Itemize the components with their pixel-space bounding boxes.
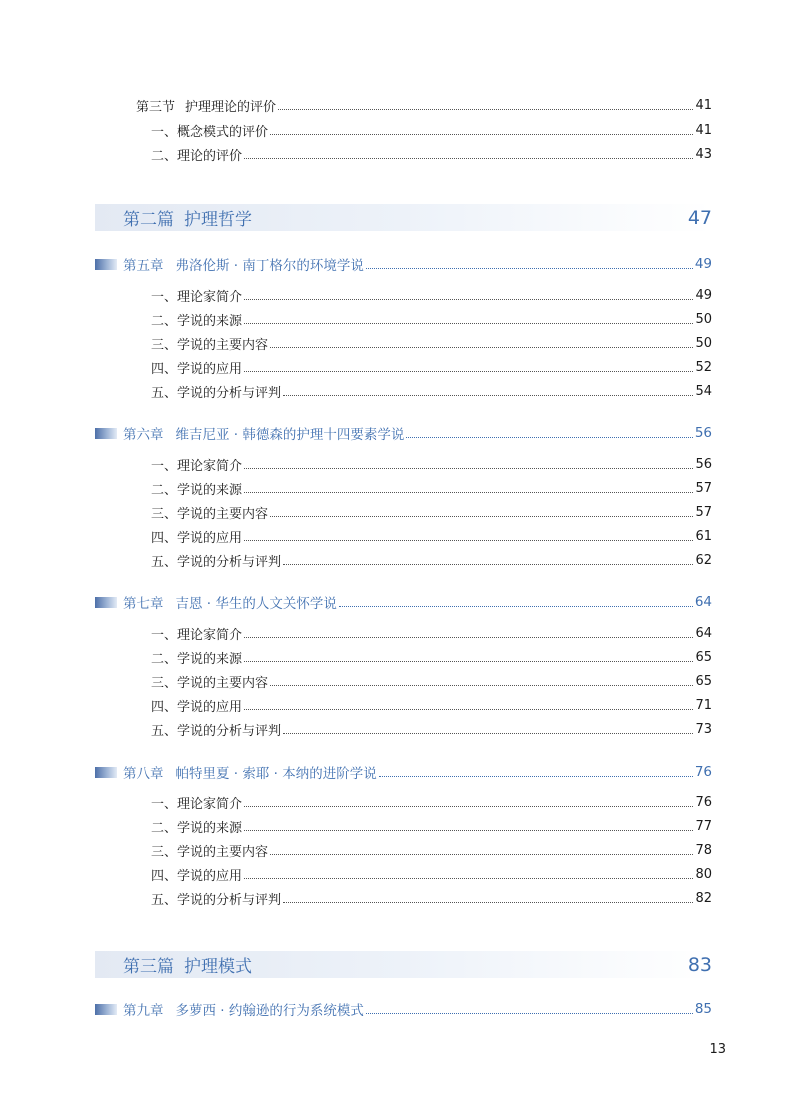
dot-leader <box>406 437 692 438</box>
toc-page-number: 65 <box>695 673 712 689</box>
toc-chapter-row[interactable] <box>0 253 800 275</box>
toc-item-label: 四、学说的应用 <box>151 361 243 377</box>
toc-item-row[interactable] <box>0 356 800 378</box>
dot-leader <box>244 492 693 493</box>
toc-item-label: 五、学说的分析与评判 <box>151 385 282 401</box>
chapter-marker-bar <box>95 597 117 608</box>
dot-leader <box>366 268 693 269</box>
toc-item-row[interactable] <box>0 332 800 354</box>
toc-page-number: 49 <box>695 287 712 303</box>
toc-chapter-label: 第七章 吉恩 · 华生的人文关怀学说 <box>123 596 337 612</box>
chapter-marker-bar <box>95 767 117 778</box>
dot-leader <box>283 564 693 565</box>
toc-item-row[interactable] <box>0 622 800 644</box>
dot-leader <box>379 776 693 777</box>
toc-page-number: 57 <box>695 480 712 496</box>
toc-item-row[interactable] <box>0 525 800 547</box>
dot-leader <box>244 806 693 807</box>
dot-leader <box>270 516 693 517</box>
toc-page-number: 52 <box>695 359 712 375</box>
toc-item-label: 一、理论家简介 <box>151 796 243 812</box>
toc-item-label: 三、学说的主要内容 <box>151 844 269 860</box>
toc-item-label: 五、学说的分析与评判 <box>151 554 282 570</box>
toc-chapter-label: 第六章 维吉尼亚 · 韩德森的护理十四要素学说 <box>123 427 405 443</box>
toc-item-label: 三、学说的主要内容 <box>151 506 269 522</box>
dot-leader <box>244 158 693 159</box>
toc-page-number: 41 <box>695 122 712 138</box>
toc-page-number: 56 <box>695 456 712 472</box>
toc-item-row[interactable] <box>0 718 800 740</box>
toc-chapter-label: 第九章 多萝西 · 约翰逊的行为系统模式 <box>123 1003 364 1019</box>
toc-item-row[interactable] <box>0 887 800 909</box>
toc-item-row[interactable] <box>0 791 800 813</box>
toc-section-label: 第三节 护理理论的评价 <box>136 99 277 115</box>
dot-leader <box>270 685 693 686</box>
toc-chapter-row[interactable] <box>0 761 800 783</box>
part-banner[interactable] <box>95 951 712 978</box>
toc-item-row[interactable] <box>0 863 800 885</box>
toc-page-number: 80 <box>695 866 712 882</box>
chapter-marker-bar <box>95 1004 117 1015</box>
toc-page-number: 65 <box>695 649 712 665</box>
toc-item-row[interactable] <box>0 453 800 475</box>
dot-leader <box>366 1013 693 1014</box>
dot-leader <box>270 854 693 855</box>
toc-page-number: 76 <box>694 764 712 780</box>
toc-page-number: 41 <box>695 97 712 113</box>
toc-item-label: 三、学说的主要内容 <box>151 675 269 691</box>
dot-leader <box>283 902 693 903</box>
dot-leader <box>244 830 693 831</box>
toc-item-label: 三、学说的主要内容 <box>151 337 269 353</box>
toc-chapter-row[interactable] <box>0 998 800 1020</box>
toc-chapter-label: 第八章 帕特里夏 · 索耶 · 本纳的进阶学说 <box>123 766 377 782</box>
dot-leader <box>270 347 693 348</box>
dot-leader <box>244 323 693 324</box>
toc-item-row[interactable] <box>0 308 800 330</box>
toc-item-label: 二、理论的评价 <box>151 148 243 164</box>
toc-page-number: 82 <box>695 890 712 906</box>
toc-item-label: 五、学说的分析与评判 <box>151 723 282 739</box>
toc-chapter-row[interactable] <box>0 422 800 444</box>
dot-leader <box>244 661 693 662</box>
toc-item-label: 二、学说的来源 <box>151 820 243 836</box>
toc-chapter-row[interactable] <box>0 591 800 613</box>
dot-leader <box>244 371 693 372</box>
toc-page-number: 77 <box>695 818 712 834</box>
toc-page-number: 61 <box>695 528 712 544</box>
part-banner[interactable] <box>95 204 712 231</box>
toc-page-number: 76 <box>695 794 712 810</box>
dot-leader <box>244 299 693 300</box>
toc-item-row[interactable] <box>0 501 800 523</box>
toc-item-label: 二、学说的来源 <box>151 482 243 498</box>
toc-item-row[interactable] <box>0 815 800 837</box>
toc-item-row[interactable] <box>0 549 800 571</box>
toc-item-row[interactable] <box>0 646 800 668</box>
toc-item-label: 二、学说的来源 <box>151 313 243 329</box>
toc-page-number: 54 <box>695 383 712 399</box>
dot-leader <box>244 540 693 541</box>
toc-chapter-label: 第五章 弗洛伦斯 · 南丁格尔的环境学说 <box>123 258 364 274</box>
part-page-number: 47 <box>687 206 712 229</box>
toc-item-row[interactable] <box>0 119 800 141</box>
toc-page-number: 56 <box>694 425 712 441</box>
toc-item-label: 四、学说的应用 <box>151 699 243 715</box>
chapter-marker-bar <box>95 428 117 439</box>
dot-leader <box>244 637 693 638</box>
toc-item-label: 二、学说的来源 <box>151 651 243 667</box>
toc-item-row[interactable] <box>0 839 800 861</box>
dot-leader <box>244 878 693 879</box>
toc-page-number: 62 <box>695 552 712 568</box>
part-title: 第三篇 护理模式 <box>123 957 252 977</box>
dot-leader <box>339 606 693 607</box>
toc-item-label: 四、学说的应用 <box>151 868 243 884</box>
toc-item-row[interactable] <box>0 143 800 165</box>
dot-leader <box>244 709 693 710</box>
toc-page-number: 57 <box>695 504 712 520</box>
dot-leader <box>283 733 693 734</box>
toc-page-number: 78 <box>695 842 712 858</box>
dot-leader <box>278 109 693 110</box>
toc-item-row[interactable] <box>0 670 800 692</box>
chapter-marker-bar <box>95 259 117 270</box>
part-title: 第二篇 护理哲学 <box>123 210 252 230</box>
dot-leader <box>283 395 693 396</box>
toc-section-row[interactable] <box>0 94 800 116</box>
toc-page-number: 73 <box>695 721 712 737</box>
toc-page-number: 64 <box>694 594 712 610</box>
toc-page-number: 49 <box>694 256 712 272</box>
toc-item-label: 四、学说的应用 <box>151 530 243 546</box>
toc-item-row[interactable] <box>0 694 800 716</box>
toc-page-number: 43 <box>695 146 712 162</box>
toc-item-row[interactable] <box>0 477 800 499</box>
dot-leader <box>270 134 693 135</box>
toc-item-label: 一、理论家简介 <box>151 627 243 643</box>
part-page-number: 83 <box>687 953 712 976</box>
toc-item-label: 一、理论家简介 <box>151 289 243 305</box>
toc-page-number: 50 <box>695 311 712 327</box>
toc-item-label: 五、学说的分析与评判 <box>151 892 282 908</box>
toc-item-label: 一、概念模式的评价 <box>151 124 269 140</box>
page-number: 13 <box>709 1042 726 1057</box>
toc-item-row[interactable] <box>0 380 800 402</box>
dot-leader <box>244 468 693 469</box>
toc-item-row[interactable] <box>0 284 800 306</box>
toc-item-label: 一、理论家简介 <box>151 458 243 474</box>
toc-page-number: 71 <box>695 697 712 713</box>
toc-page-number: 50 <box>695 335 712 351</box>
toc-page-number: 64 <box>695 625 712 641</box>
toc-page-number: 85 <box>694 1001 712 1017</box>
